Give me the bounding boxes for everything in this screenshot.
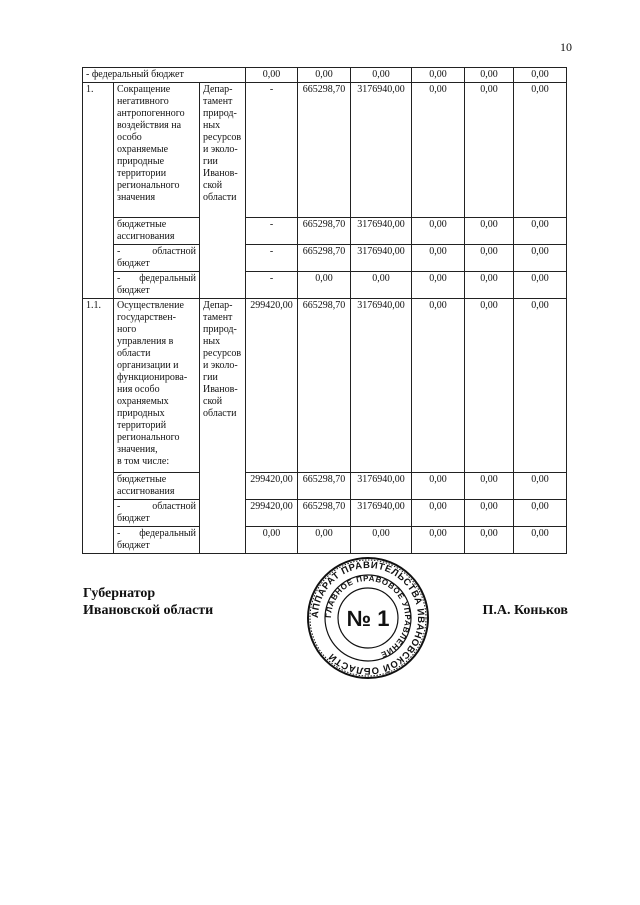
row-label: - федеральный бюджет (83, 68, 246, 83)
dash-mark: - (117, 528, 121, 539)
amount-cell: 3176940,00 (351, 218, 412, 245)
seal-inner-text: ГЛАВНОЕ ПРАВОВОЕ УПРАВЛЕНИЕ (323, 573, 413, 660)
seal-outer-text: АППАРАТ ПРАВИТЕЛЬСТВА ИВАНОВСКОЙ ОБЛАСТИ (309, 559, 427, 677)
amount-cell: 0,00 (465, 245, 514, 272)
page-number: 10 (560, 40, 572, 54)
funding-source-line1 (117, 273, 196, 285)
dash-mark: - (117, 246, 121, 257)
amount-cell: 665298,70 (298, 245, 351, 272)
funding-source (114, 272, 200, 299)
amount-cell: 3176940,00 (351, 500, 412, 527)
budget-level: областной (152, 246, 196, 257)
funding-source-line1 (117, 528, 196, 540)
funding-source-line1 (117, 246, 196, 258)
table-row (83, 83, 567, 218)
amount-cell: 0,00 (514, 83, 567, 218)
amount-cell: 665298,70 (298, 500, 351, 527)
amount-cell: 0,00 (465, 473, 514, 500)
amount-cell: 299420,00 (246, 473, 298, 500)
official-seal (306, 556, 430, 680)
amount-cell: 0,00 (412, 473, 465, 500)
amount-cell: 0,00 (351, 272, 412, 299)
funding-source (114, 500, 200, 527)
amount-cell: 0,00 (412, 83, 465, 218)
funding-source-line2: бюджет (117, 258, 150, 269)
executor-name: Депар- тамент природ- ных ресурсов и эколо- гии Иванов- ской области (200, 299, 246, 554)
amount-cell: 0,00 (351, 68, 412, 83)
dash-mark: - (117, 501, 121, 512)
amount-cell: 3176940,00 (351, 473, 412, 500)
amount-cell: 0,00 (246, 68, 298, 83)
executor-name: Депар- тамент природ- ных ресурсов и эколо- гии Иванов- ской области (200, 83, 246, 299)
amount-cell: 0,00 (246, 527, 298, 554)
amount-cell: 0,00 (412, 272, 465, 299)
amount-cell: 0,00 (514, 500, 567, 527)
amount-cell: 0,00 (412, 299, 465, 473)
row-number: 1. (83, 83, 114, 299)
amount-cell: - (246, 83, 298, 218)
funding-source-line2: бюджет (117, 540, 150, 551)
amount-cell: - (246, 245, 298, 272)
amount-cell: 0,00 (514, 299, 567, 473)
measure-name: Осуществление государствен- ного управления в области организации и функционирова- ния особо охраняемых природных территорий регионального значения, в том числе: (114, 299, 200, 473)
table-row (83, 68, 567, 83)
amount-cell: 0,00 (465, 68, 514, 83)
amount-cell: 0,00 (465, 527, 514, 554)
amount-cell: 0,00 (465, 299, 514, 473)
signatory-name: П.А. Коньков (482, 603, 568, 618)
measure-name: Сокращение негативного антропогенного воздействия на особо охраняемые природные территории регионального значения (114, 83, 200, 218)
amount-cell: 0,00 (412, 218, 465, 245)
amount-cell: 665298,70 (298, 473, 351, 500)
amount-cell: 665298,70 (298, 218, 351, 245)
table-row (83, 245, 567, 272)
amount-cell: 3176940,00 (351, 83, 412, 218)
budget-level: федеральный (139, 528, 196, 539)
funding-source: бюджетные ассигнования (114, 218, 200, 245)
governor-title (83, 585, 213, 619)
amount-cell: 0,00 (465, 83, 514, 218)
amount-cell: - (246, 218, 298, 245)
row-number: 1.1. (83, 299, 114, 554)
amount-cell: 299420,00 (246, 500, 298, 527)
amount-cell: 0,00 (412, 68, 465, 83)
amount-cell: 665298,70 (298, 299, 351, 473)
funding-source (114, 245, 200, 272)
funding-source-line2: бюджет (117, 513, 150, 524)
amount-cell: 0,00 (514, 527, 567, 554)
table-row (83, 218, 567, 245)
amount-cell: 0,00 (465, 500, 514, 527)
amount-cell: 0,00 (514, 473, 567, 500)
table-row (83, 527, 567, 554)
table-row (83, 272, 567, 299)
dash-mark: - (117, 273, 121, 284)
amount-cell: 0,00 (351, 527, 412, 554)
budget-table (82, 67, 567, 554)
amount-cell: 665298,70 (298, 83, 351, 218)
amount-cell: 0,00 (298, 272, 351, 299)
funding-source (114, 527, 200, 554)
table-row (83, 299, 567, 473)
funding-source-line1 (117, 501, 196, 513)
amount-cell: - (246, 272, 298, 299)
budget-level: федеральный (139, 273, 196, 284)
amount-cell: 0,00 (298, 68, 351, 83)
amount-cell: 3176940,00 (351, 245, 412, 272)
amount-cell: 0,00 (465, 272, 514, 299)
amount-cell: 0,00 (514, 272, 567, 299)
table-row (83, 473, 567, 500)
amount-cell: 0,00 (412, 527, 465, 554)
amount-cell: 299420,00 (246, 299, 298, 473)
governor-title-line2: Ивановской области (83, 603, 214, 618)
table-row (83, 500, 567, 527)
seal-number: № 1 (346, 606, 390, 631)
amount-cell: 0,00 (412, 500, 465, 527)
funding-source: бюджетные ассигнования (114, 473, 200, 500)
governor-title-line1: Губернатор (83, 586, 156, 601)
amount-cell: 0,00 (514, 218, 567, 245)
budget-level: областной (152, 501, 196, 512)
amount-cell: 0,00 (514, 68, 567, 83)
amount-cell: 0,00 (298, 527, 351, 554)
amount-cell: 0,00 (412, 245, 465, 272)
funding-source-line2: бюджет (117, 285, 150, 296)
amount-cell: 0,00 (465, 218, 514, 245)
amount-cell: 0,00 (514, 245, 567, 272)
amount-cell: 3176940,00 (351, 299, 412, 473)
